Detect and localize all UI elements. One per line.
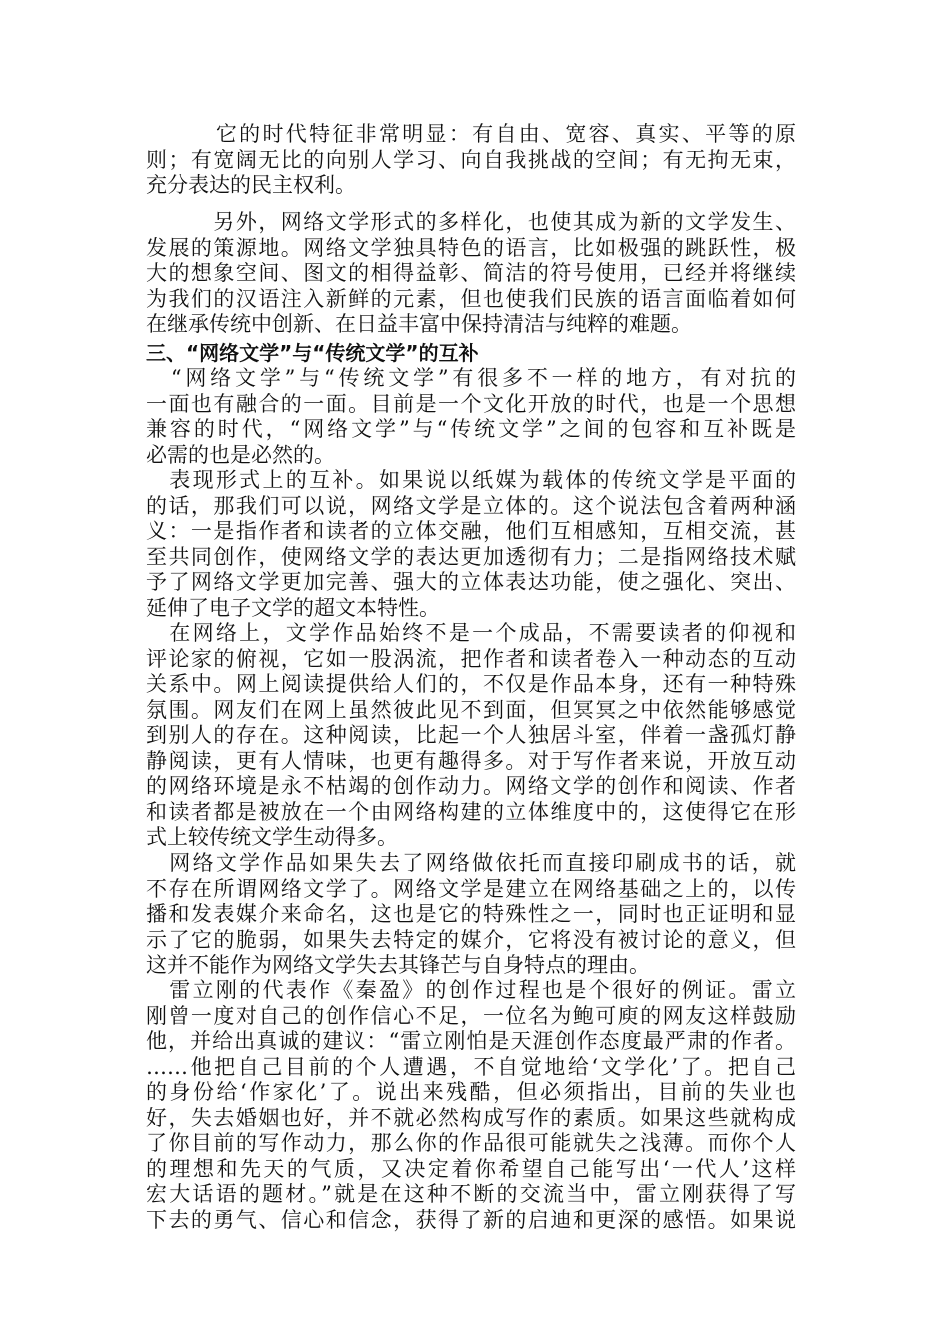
paragraph-online-reading <box>146 621 796 851</box>
text-line: 表现形式上的互补。如果说以纸媒为载体的传统文学是平面的 <box>146 468 796 492</box>
paragraph-form-complement <box>146 468 796 621</box>
text-line: 和读者都是被放在一个由网络构建的立体维度中的，这使得它在形 <box>146 799 796 824</box>
paragraph-lei-ligang-example <box>146 978 796 1233</box>
paragraph-era-features <box>146 122 796 199</box>
text-line: 充分表达的民主权利。 <box>146 173 356 197</box>
text-line: 的网络环境是永不枯竭的创作动力。网络文学的创作和阅读、作者 <box>146 774 796 798</box>
text-line: 的话，那我们可以说，网络文学是立体的。这个说法包含着两种涵 <box>146 493 796 518</box>
section-heading: 三、“网络文学”与“传统文学”的互补 <box>146 341 479 365</box>
text-line: 示了它的脆弱，如果失去特定的媒介，它将没有被讨论的意义，但 <box>146 927 796 952</box>
text-line: 延伸了电子文学的超文本特性。 <box>146 595 440 620</box>
text-line: 至共同创作，使网络文学的表达更加透彻有力；二是指网络技术赋 <box>146 544 796 569</box>
text-line: 不存在所谓网络文学了。网络文学是建立在网络基础之上的，以传 <box>146 876 796 901</box>
text-line: 到别人的存在。这种阅读，比起一个人独居斗室，伴着一盏孤灯静 <box>146 723 796 747</box>
paragraph-diversity <box>146 210 796 338</box>
text-line: 的理想和先天的气质，又决定着你希望自己能写出‘一代人’这样 <box>146 1156 796 1181</box>
text-line: 则；有宽阔无比的向别人学习、向自我挑战的空间；有无拘无束， <box>146 147 796 172</box>
text-line: “网络文学”与“传统文学”有很多不一样的地方，有对抗的 <box>146 366 796 390</box>
text-line: 宏大话语的题材。”就是在这种不断的交流当中，雷立刚获得了写 <box>146 1182 796 1206</box>
text-line: 他，并给出真诚的建议：“雷立刚怕是天涯创作态度最严肃的作者。 <box>146 1029 796 1053</box>
text-line: 关系中。网上阅读提供给人们的，不仅是作品本身，还有一种特殊 <box>146 672 796 696</box>
text-line: 义：一是指作者和读者的立体交融，他们互相感知，互相交流，甚 <box>146 519 796 543</box>
text-line: ……他把自己目前的个人遭遇，不自觉地给‘文学化’了。把自己 <box>146 1054 796 1079</box>
text-line: 在继承传统中创新、在日益丰富中保持清洁与纯粹的难题。 <box>146 312 692 336</box>
paragraph-complement-intro <box>146 366 796 468</box>
text-line: 网络文学作品如果失去了网络做依托而直接印刷成书的话，就 <box>146 851 796 875</box>
paragraph-media-dependence <box>146 851 796 979</box>
text-line: 评论家的俯视，它如一股涡流，把作者和读者卷入一种动态的互动 <box>146 646 796 671</box>
text-line: 为我们的汉语注入新鲜的元素，但也使我们民族的语言面临着如何 <box>146 286 796 311</box>
text-line: 式上较传统文学生动得多。 <box>146 825 398 849</box>
text-line: 氛围。网友们在网上虽然彼此见不到面，但冥冥之中依然能够感觉 <box>146 697 796 722</box>
text-line: 下去的勇气、信心和信念，获得了新的启迪和更深的感悟。如果说 <box>146 1207 796 1232</box>
text-line: 予了网络文学更加完善、强大的立体表达功能，使之强化、突出、 <box>146 570 796 594</box>
text-line: 好，失去婚姻也好，并不就必然构成写作的素质。如果这些就构成 <box>146 1105 796 1130</box>
text-line: 它的时代特征非常明显：有自由、宽容、真实、平等的原 <box>146 122 796 146</box>
text-line: 雷立刚的代表作《秦盈》的创作过程也是个很好的例证。雷立 <box>146 978 796 1002</box>
text-line: 兼容的时代，“网络文学”与“传统文学”之间的包容和互补既是 <box>146 417 796 441</box>
text-line: 一面也有融合的一面。目前是一个文化开放的时代，也是一个思想 <box>146 391 796 416</box>
text-line: 另外，网络文学形式的多样化，也使其成为新的文学发生、 <box>146 210 796 234</box>
text-line: 了你目前的写作动力，那么你的作品很可能就失之浅薄。而你个人 <box>146 1131 796 1155</box>
text-line: 的身份给‘作家化’了。说出来残酷，但必须指出，目前的失业也 <box>146 1080 796 1104</box>
text-line: 在网络上，文学作品始终不是一个成品，不需要读者的仰视和 <box>146 621 796 645</box>
text-line: 这并不能作为网络文学失去其锋芒与自身特点的理由。 <box>146 953 650 977</box>
text-line: 刚曾一度对自己的创作信心不足，一位名为鲍可庾的网友这样鼓励 <box>146 1003 796 1028</box>
text-line: 必需的也是必然的。 <box>146 442 335 467</box>
text-line: 静阅读，更有人情味，也更有趣得多。对于写作者来说，开放互动 <box>146 748 796 773</box>
text-line: 大的想象空间、图文的相得益彰、简洁的符号使用，已经并将继续 <box>146 261 796 285</box>
text-line: 发展的策源地。网络文学独具特色的语言，比如极强的跳跃性，极 <box>146 235 796 260</box>
text-line: 播和发表媒介来命名，这也是它的特殊性之一，同时也正证明和显 <box>146 902 796 926</box>
